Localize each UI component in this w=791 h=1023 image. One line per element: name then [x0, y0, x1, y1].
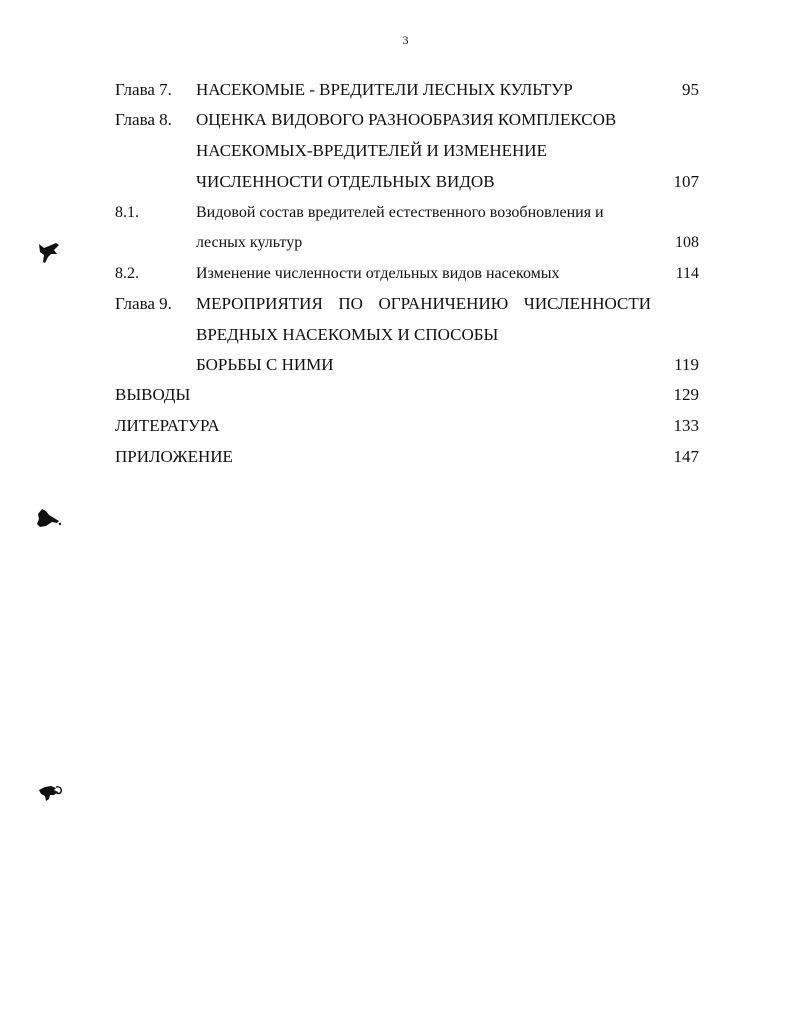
toc-entry-title: ВЫВОДЫ [115, 385, 191, 404]
toc-entry-title: ПРИЛОЖЕНИЕ [115, 447, 233, 466]
toc-entry-title-continued: ЧИСЛЕННОСТИ ОТДЕЛЬНЫХ ВИДОВ [196, 172, 495, 191]
toc-entry-number: Глава 9. [115, 294, 172, 313]
toc-entry-section-8-1 [0, 198, 791, 228]
toc-entry-conclusions [0, 380, 791, 410]
toc-entry-page: 119 [674, 355, 699, 374]
scan-blot-mark [36, 782, 64, 804]
toc-entry-chapter-9-cont [0, 320, 791, 350]
toc-entry-chapter-8 [0, 105, 791, 135]
toc-entry-title-continued: БОРЬБЫ С НИМИ [196, 355, 334, 374]
page-number: 3 [402, 33, 409, 47]
toc-entry-number: 8.2. [115, 265, 139, 282]
toc-entry-title: Изменение численности отдельных видов насекомых [196, 265, 560, 282]
toc-entry-chapter-8-cont [0, 136, 791, 166]
toc-entry-page: 107 [673, 172, 699, 191]
toc-entry-page: 129 [673, 385, 699, 404]
toc-entry-title: ЛИТЕРАТУРА [115, 416, 220, 435]
toc-entry-page: 95 [682, 80, 699, 99]
toc-entry-number: Глава 8. [115, 110, 172, 129]
toc-entry-literature [0, 411, 791, 441]
toc-entry-chapter-9 [0, 289, 791, 319]
toc-entry-chapter-8-cont [0, 167, 791, 197]
toc-entry-chapter-7 [0, 75, 791, 105]
toc-entry-page: 114 [675, 265, 699, 282]
toc-entry-title: Видовой состав вредителей естественного возобновления и [196, 204, 604, 221]
toc-entry-title-continued: ВРЕДНЫХ НАСЕКОМЫХ И СПОСОБЫ [196, 325, 499, 344]
toc-entry-title: НАСЕКОМЫЕ - ВРЕДИТЕЛИ ЛЕСНЫХ КУЛЬТУР [196, 80, 573, 99]
toc-entry-section-8-1-cont [0, 228, 791, 258]
toc-entry-appendix [0, 442, 791, 472]
toc-entry-page: 147 [673, 447, 699, 466]
toc-entry-section-8-2 [0, 259, 791, 289]
toc-entry-chapter-9-cont [0, 350, 791, 380]
toc-entry-title: ОЦЕНКА ВИДОВОГО РАЗНООБРАЗИЯ КОМПЛЕКСОВ [196, 110, 617, 129]
toc-entry-number: Глава 7. [115, 80, 172, 99]
scan-blot-mark [36, 242, 62, 266]
toc-entry-title-continued: лесных культур [196, 234, 303, 251]
toc-entry-number: 8.1. [115, 204, 139, 221]
toc-entry-title-continued: НАСЕКОМЫХ-ВРЕДИТЕЛЕЙ И ИЗМЕНЕНИЕ [196, 141, 547, 160]
toc-entry-title: МЕРОПРИЯТИЯ ПО ОГРАНИЧЕНИЮ ЧИСЛЕННОСТИ [196, 294, 651, 313]
toc-entry-page: 133 [673, 416, 699, 435]
toc-entry-page: 108 [675, 234, 699, 251]
scan-blot-mark [35, 506, 63, 530]
